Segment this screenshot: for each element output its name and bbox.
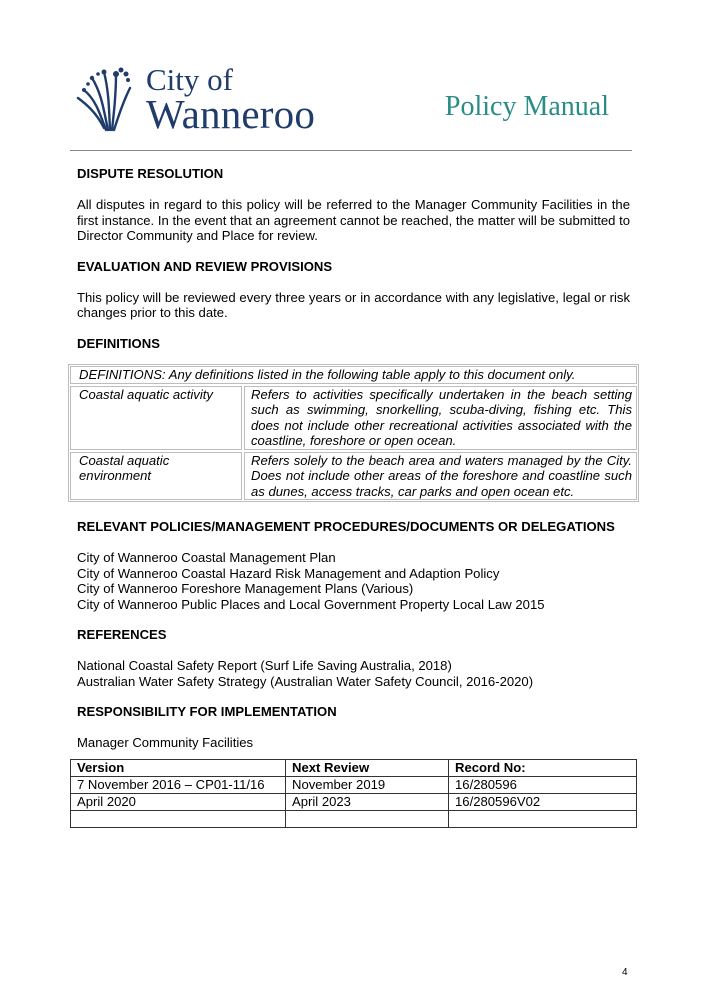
relevant-item: City of Wanneroo Foreshore Management Plans (Various) [77,581,414,596]
version-header: Version [71,759,286,776]
logo-wanneroo-text: Wanneroo [146,91,316,137]
header-divider [70,150,632,151]
definition-description: Refers solely to the beach area and waters managed by the City. Does not include other areas of the foreshore and coastline such as dunes, access tracks, car parks and open ocean etc. [244,452,637,501]
city-logo [76,62,326,137]
version-cell: April 2020 [71,793,286,810]
evaluation-heading: EVALUATION AND REVIEW PROVISIONS [77,258,333,274]
version-cell: 7 November 2016 – CP01-11/16 [71,776,286,793]
next-review-header: Next Review [286,759,449,776]
logo-emblem-icon [76,64,140,134]
next-review-cell: November 2019 [286,776,449,793]
page-content [77,166,630,828]
record-no-cell: 16/280596V02 [449,793,637,810]
definitions-table [68,364,639,503]
evaluation-body: This policy will be reviewed every three years or in accordance with any legislative, legal or risk changes prior to this date. [77,289,630,320]
version-table [70,759,637,828]
relevant-item: City of Wanneroo Coastal Hazard Risk Management and Adaption Policy [77,565,500,581]
reference-item: National Coastal Safety Report (Surf Life Saving Australia, 2018) [77,658,452,673]
table-header-row [71,759,637,776]
definitions-caption: DEFINITIONS: Any definitions listed in the following table apply to this document only. [70,366,637,384]
next-review-cell: April 2023 [286,793,449,810]
definition-row [70,452,637,501]
table-row [71,776,637,793]
logo-city-text: City of [146,62,233,97]
table-row [71,810,637,827]
relevant-heading: RELEVANT POLICIES/MANAGEMENT PROCEDURES/DOCUMENTS OR DELEGATIONS [77,519,615,534]
table-row [71,793,637,810]
page-number: 4 [622,967,628,978]
definition-term: Coastal aquatic activity [70,386,242,450]
relevant-item: City of Wanneroo Public Places and Local Government Property Local Law 2015 [77,596,545,612]
definition-row [70,386,637,450]
record-no-cell: 16/280596 [449,776,637,793]
relevant-item: City of Wanneroo Coastal Management Plan [77,550,336,565]
record-no-cell [449,810,637,827]
manual-title: Policy Manual [444,91,609,122]
definitions-heading: DEFINITIONS [77,335,160,351]
record-no-header: Record No: [449,759,637,776]
next-review-cell [286,810,449,827]
references-heading: REFERENCES [77,627,167,642]
definition-term: Coastal aquatic environment [70,452,242,501]
responsibility-body: Manager Community Facilities [77,735,254,750]
responsibility-heading: RESPONSIBILITY FOR IMPLEMENTATION [77,704,337,719]
definition-description: Refers to activities specifically undertaken in the beach setting such as swimming, snorkelling, scuba-diving, fishing etc. This does not include other recreational activities associated with the coastline, foreshore or open ocean. [244,386,637,450]
dispute-body: All disputes in regard to this policy will be referred to the Manager Community Facilities in the first instance. In the event that an agreement cannot be reached, the matter will be submitted to Director Community and Place for review. [77,197,630,243]
version-cell [71,810,286,827]
reference-item: Australian Water Safety Strategy (Australian Water Safety Council, 2016-2020) [77,673,534,689]
dispute-heading: DISPUTE RESOLUTION [77,166,224,181]
